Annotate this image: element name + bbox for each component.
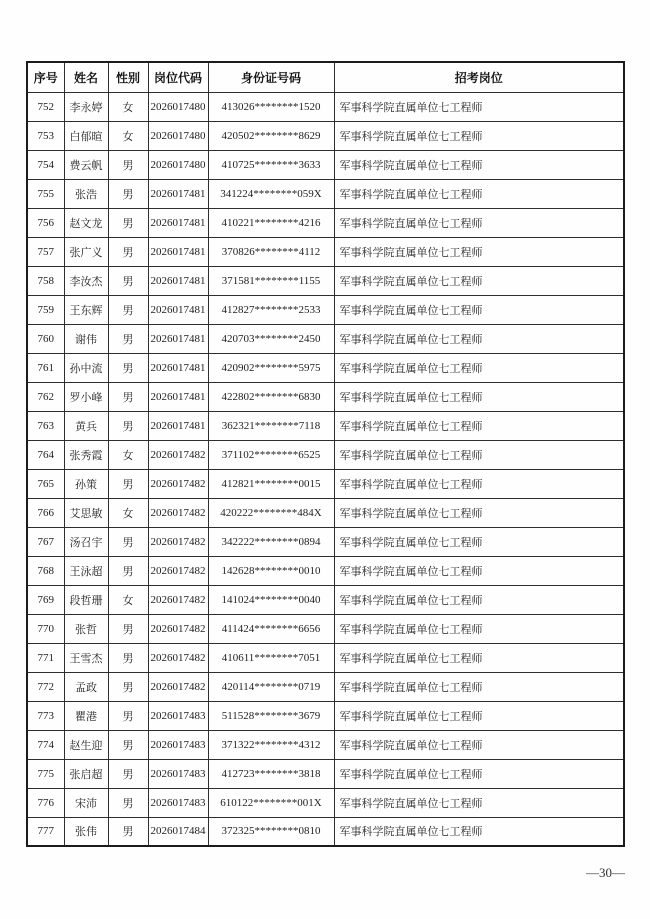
table-row	[27, 353, 624, 382]
table-row	[27, 411, 624, 440]
cell-gender: 男	[108, 324, 148, 353]
cell-name: 张秀霞	[64, 440, 108, 469]
cell-id: 420114********0719	[208, 672, 334, 701]
cell-gender: 男	[108, 788, 148, 817]
table-row	[27, 92, 624, 121]
cell-position: 军事科学院直属单位七工程师	[334, 353, 624, 382]
cell-code: 2026017482	[148, 643, 208, 672]
cell-name: 费云帆	[64, 150, 108, 179]
cell-name: 孙中流	[64, 353, 108, 382]
recruitment-roster-table	[26, 61, 625, 847]
header-seq: 序号	[27, 62, 64, 92]
cell-gender: 男	[108, 411, 148, 440]
cell-gender: 女	[108, 92, 148, 121]
header-id: 身份证号码	[208, 62, 334, 92]
cell-seq: 761	[27, 353, 64, 382]
cell-id: 142628********0010	[208, 556, 334, 585]
cell-gender: 男	[108, 382, 148, 411]
cell-id: 362321********7118	[208, 411, 334, 440]
cell-name: 汤召宇	[64, 527, 108, 556]
cell-position: 军事科学院直属单位七工程师	[334, 701, 624, 730]
cell-code: 2026017483	[148, 701, 208, 730]
cell-code: 2026017481	[148, 353, 208, 382]
cell-gender: 男	[108, 527, 148, 556]
cell-id: 371581********1155	[208, 266, 334, 295]
cell-seq: 756	[27, 208, 64, 237]
cell-name: 段哲珊	[64, 585, 108, 614]
page-number: —30—	[586, 865, 625, 880]
cell-name: 孟政	[64, 672, 108, 701]
cell-code: 2026017483	[148, 759, 208, 788]
cell-id: 341224********059X	[208, 179, 334, 208]
cell-id: 420703********2450	[208, 324, 334, 353]
cell-position: 军事科学院直属单位七工程师	[334, 440, 624, 469]
cell-position: 军事科学院直属单位七工程师	[334, 382, 624, 411]
cell-name: 张哲	[64, 614, 108, 643]
cell-name: 艾思敏	[64, 498, 108, 527]
cell-seq: 752	[27, 92, 64, 121]
cell-code: 2026017483	[148, 730, 208, 759]
table-row	[27, 382, 624, 411]
cell-gender: 男	[108, 817, 148, 846]
table-row	[27, 498, 624, 527]
cell-code: 2026017482	[148, 672, 208, 701]
header-position: 招考岗位	[334, 62, 624, 92]
cell-name: 王泳超	[64, 556, 108, 585]
cell-position: 军事科学院直属单位七工程师	[334, 585, 624, 614]
cell-code: 2026017481	[148, 266, 208, 295]
cell-id: 410725********3633	[208, 150, 334, 179]
cell-position: 军事科学院直属单位七工程师	[334, 527, 624, 556]
cell-code: 2026017481	[148, 237, 208, 266]
cell-code: 2026017480	[148, 92, 208, 121]
cell-gender: 男	[108, 614, 148, 643]
cell-id: 511528********3679	[208, 701, 334, 730]
table-row	[27, 440, 624, 469]
cell-gender: 男	[108, 295, 148, 324]
cell-id: 413026********1520	[208, 92, 334, 121]
cell-seq: 774	[27, 730, 64, 759]
cell-code: 2026017482	[148, 440, 208, 469]
table-row	[27, 788, 624, 817]
cell-seq: 767	[27, 527, 64, 556]
cell-id: 141024********0040	[208, 585, 334, 614]
cell-name: 张伟	[64, 817, 108, 846]
header-code: 岗位代码	[148, 62, 208, 92]
cell-name: 白郁暄	[64, 121, 108, 150]
cell-name: 李永婷	[64, 92, 108, 121]
cell-seq: 754	[27, 150, 64, 179]
cell-seq: 772	[27, 672, 64, 701]
cell-gender: 男	[108, 237, 148, 266]
cell-position: 军事科学院直属单位七工程师	[334, 788, 624, 817]
cell-position: 军事科学院直属单位七工程师	[334, 730, 624, 759]
cell-code: 2026017482	[148, 556, 208, 585]
table-row	[27, 643, 624, 672]
cell-position: 军事科学院直属单位七工程师	[334, 498, 624, 527]
cell-gender: 男	[108, 179, 148, 208]
table-row	[27, 527, 624, 556]
cell-gender: 男	[108, 643, 148, 672]
cell-name: 张广义	[64, 237, 108, 266]
cell-seq: 766	[27, 498, 64, 527]
cell-seq: 775	[27, 759, 64, 788]
cell-code: 2026017482	[148, 498, 208, 527]
cell-seq: 777	[27, 817, 64, 846]
cell-seq: 763	[27, 411, 64, 440]
cell-seq: 762	[27, 382, 64, 411]
cell-id: 410221********4216	[208, 208, 334, 237]
cell-position: 军事科学院直属单位七工程师	[334, 324, 624, 353]
cell-seq: 773	[27, 701, 64, 730]
table-row	[27, 556, 624, 585]
cell-gender: 男	[108, 672, 148, 701]
table-row	[27, 817, 624, 846]
table-row	[27, 730, 624, 759]
cell-position: 军事科学院直属单位七工程师	[334, 295, 624, 324]
cell-id: 412723********3818	[208, 759, 334, 788]
cell-id: 420902********5975	[208, 353, 334, 382]
cell-id: 370826********4112	[208, 237, 334, 266]
cell-seq: 757	[27, 237, 64, 266]
cell-seq: 769	[27, 585, 64, 614]
header-name: 姓名	[64, 62, 108, 92]
cell-position: 军事科学院直属单位七工程师	[334, 614, 624, 643]
cell-id: 372325********0810	[208, 817, 334, 846]
cell-gender: 男	[108, 208, 148, 237]
cell-name: 瞿港	[64, 701, 108, 730]
cell-position: 军事科学院直属单位七工程师	[334, 92, 624, 121]
cell-seq: 755	[27, 179, 64, 208]
cell-gender: 男	[108, 556, 148, 585]
cell-name: 谢伟	[64, 324, 108, 353]
cell-gender: 男	[108, 469, 148, 498]
cell-position: 军事科学院直属单位七工程师	[334, 237, 624, 266]
table-header-row	[27, 62, 624, 92]
cell-position: 军事科学院直属单位七工程师	[334, 266, 624, 295]
cell-name: 孙策	[64, 469, 108, 498]
table-row	[27, 266, 624, 295]
cell-code: 2026017480	[148, 150, 208, 179]
table-row	[27, 469, 624, 498]
table-row	[27, 295, 624, 324]
cell-code: 2026017482	[148, 614, 208, 643]
cell-position: 军事科学院直属单位七工程师	[334, 208, 624, 237]
cell-position: 军事科学院直属单位七工程师	[334, 643, 624, 672]
recruitment-table-container	[26, 61, 625, 847]
cell-name: 李汝杰	[64, 266, 108, 295]
cell-seq: 760	[27, 324, 64, 353]
table-row	[27, 614, 624, 643]
cell-name: 张浩	[64, 179, 108, 208]
cell-gender: 男	[108, 701, 148, 730]
cell-gender: 男	[108, 759, 148, 788]
cell-id: 610122********001X	[208, 788, 334, 817]
table-row	[27, 121, 624, 150]
cell-position: 军事科学院直属单位七工程师	[334, 672, 624, 701]
cell-code: 2026017482	[148, 585, 208, 614]
cell-name: 赵生迎	[64, 730, 108, 759]
cell-name: 罗小峰	[64, 382, 108, 411]
table-row	[27, 237, 624, 266]
cell-position: 军事科学院直属单位七工程师	[334, 121, 624, 150]
cell-gender: 女	[108, 121, 148, 150]
cell-gender: 男	[108, 150, 148, 179]
cell-gender: 男	[108, 266, 148, 295]
cell-code: 2026017483	[148, 788, 208, 817]
table-row	[27, 179, 624, 208]
cell-code: 2026017481	[148, 295, 208, 324]
cell-seq: 764	[27, 440, 64, 469]
cell-id: 412827********2533	[208, 295, 334, 324]
cell-name: 宋沛	[64, 788, 108, 817]
table-row	[27, 150, 624, 179]
table-row	[27, 585, 624, 614]
cell-position: 军事科学院直属单位七工程师	[334, 150, 624, 179]
cell-name: 黄兵	[64, 411, 108, 440]
cell-gender: 女	[108, 585, 148, 614]
cell-id: 422802********6830	[208, 382, 334, 411]
cell-seq: 771	[27, 643, 64, 672]
cell-id: 411424********6656	[208, 614, 334, 643]
cell-seq: 758	[27, 266, 64, 295]
cell-id: 420222********484X	[208, 498, 334, 527]
header-gender: 性别	[108, 62, 148, 92]
cell-id: 342222********0894	[208, 527, 334, 556]
cell-seq: 765	[27, 469, 64, 498]
cell-position: 军事科学院直属单位七工程师	[334, 469, 624, 498]
cell-seq: 768	[27, 556, 64, 585]
cell-code: 2026017481	[148, 208, 208, 237]
cell-seq: 753	[27, 121, 64, 150]
cell-id: 412821********0015	[208, 469, 334, 498]
cell-gender: 男	[108, 730, 148, 759]
cell-position: 军事科学院直属单位七工程师	[334, 556, 624, 585]
cell-code: 2026017481	[148, 179, 208, 208]
table-row	[27, 324, 624, 353]
cell-id: 420502********8629	[208, 121, 334, 150]
cell-code: 2026017480	[148, 121, 208, 150]
cell-seq: 770	[27, 614, 64, 643]
cell-gender: 女	[108, 440, 148, 469]
cell-position: 军事科学院直属单位七工程师	[334, 411, 624, 440]
table-row	[27, 208, 624, 237]
table-row	[27, 759, 624, 788]
cell-position: 军事科学院直属单位七工程师	[334, 179, 624, 208]
cell-seq: 776	[27, 788, 64, 817]
cell-code: 2026017484	[148, 817, 208, 846]
cell-id: 371102********6525	[208, 440, 334, 469]
cell-gender: 女	[108, 498, 148, 527]
cell-position: 军事科学院直属单位七工程师	[334, 759, 624, 788]
table-row	[27, 672, 624, 701]
cell-code: 2026017481	[148, 411, 208, 440]
cell-seq: 759	[27, 295, 64, 324]
cell-name: 王东辉	[64, 295, 108, 324]
cell-code: 2026017481	[148, 382, 208, 411]
cell-code: 2026017482	[148, 469, 208, 498]
table-row	[27, 701, 624, 730]
cell-name: 赵文龙	[64, 208, 108, 237]
cell-id: 410611********7051	[208, 643, 334, 672]
cell-code: 2026017481	[148, 324, 208, 353]
cell-gender: 男	[108, 353, 148, 382]
cell-name: 张启超	[64, 759, 108, 788]
cell-name: 王雪杰	[64, 643, 108, 672]
cell-code: 2026017482	[148, 527, 208, 556]
cell-position: 军事科学院直属单位七工程师	[334, 817, 624, 846]
cell-id: 371322********4312	[208, 730, 334, 759]
